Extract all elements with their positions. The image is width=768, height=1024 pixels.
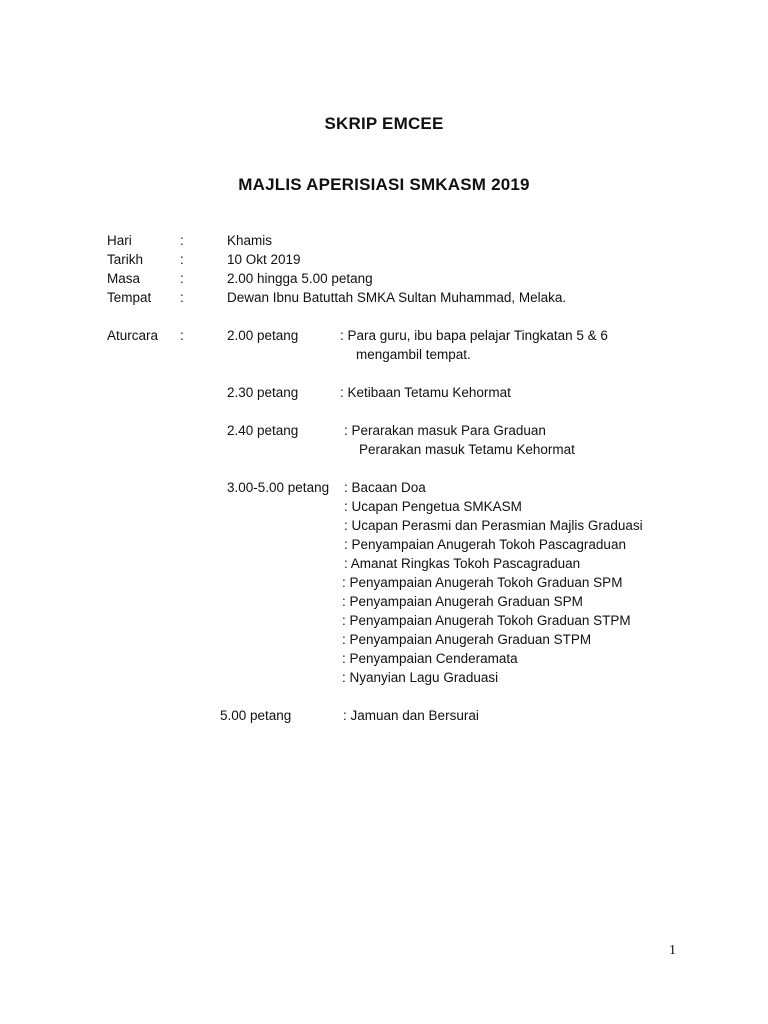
program-item: : Penyampaian Anugerah Tokoh Graduan SPM — [342, 575, 623, 590]
program-item: : Penyampaian Anugerah Graduan SPM — [342, 594, 583, 609]
program-item: : Penyampaian Anugerah Tokoh Pascagraduan — [344, 537, 626, 552]
program-item: : Ketibaan Tetamu Kehormat — [340, 385, 511, 400]
program-time: 3.00-5.00 petang — [227, 480, 330, 495]
document-subtitle: MAJLIS APERISIASI SMKASM 2019 — [238, 175, 530, 194]
program-item: : Penyampaian Anugerah Tokoh Graduan STPM — [342, 613, 631, 628]
detail-colon: : — [180, 252, 184, 267]
program-item: : Perarakan masuk Para Graduan — [344, 423, 546, 438]
program-item: : Jamuan dan Bersurai — [343, 708, 479, 723]
detail-value-hari: Khamis — [227, 233, 273, 248]
program-label: Aturcara — [107, 328, 159, 343]
detail-label-tempat: Tempat — [107, 290, 152, 305]
program-item: : Nyanyian Lagu Graduasi — [342, 670, 499, 685]
program-time: 5.00 petang — [220, 708, 292, 723]
detail-label-hari: Hari — [107, 233, 132, 248]
detail-colon: : — [180, 233, 184, 248]
detail-colon: : — [180, 290, 184, 305]
program-time: 2.40 petang — [227, 423, 299, 438]
detail-value-masa: 2.00 hingga 5.00 petang — [227, 271, 373, 286]
program-time: 2.00 petang — [227, 328, 299, 343]
program-item: : Penyampaian Anugerah Graduan STPM — [342, 632, 592, 647]
program-item: mengambil tempat. — [356, 347, 471, 362]
detail-label-masa: Masa — [107, 271, 141, 286]
program-time: 2.30 petang — [227, 385, 299, 400]
detail-value-tarikh: 10 Okt 2019 — [227, 252, 301, 267]
detail-colon: : — [180, 271, 184, 286]
detail-value-tempat: Dewan Ibnu Batuttah SMKA Sultan Muhammad, Melaka. — [227, 290, 567, 305]
program-item: : Para guru, ibu bapa pelajar Tingkatan 5 & 6 — [340, 328, 608, 343]
program-item: : Bacaan Doa — [344, 480, 426, 495]
detail-label-tarikh: Tarikh — [107, 252, 144, 267]
program-item: Perarakan masuk Tetamu Kehormat — [359, 442, 575, 457]
program-item: : Ucapan Perasmi dan Perasmian Majlis Graduasi — [344, 518, 643, 533]
document-title: SKRIP EMCEE — [324, 114, 444, 133]
page-number: 1 — [669, 943, 676, 958]
program-colon: : — [180, 328, 184, 343]
program-item: : Ucapan Pengetua SMKASM — [344, 499, 522, 514]
program-item: : Penyampaian Cenderamata — [342, 651, 518, 666]
program-item: : Amanat Ringkas Tokoh Pascagraduan — [344, 556, 581, 571]
